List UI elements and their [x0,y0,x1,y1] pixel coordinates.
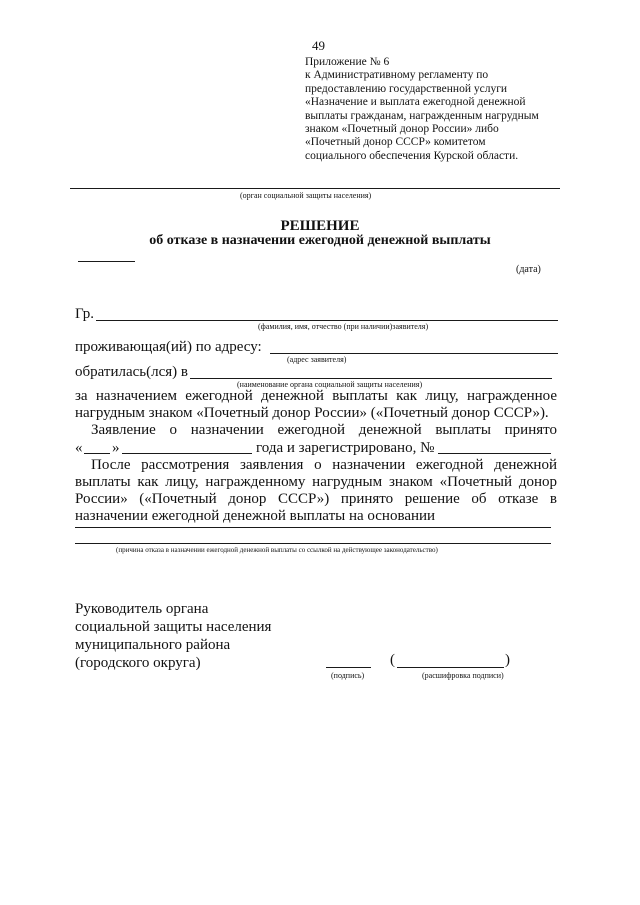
document-subtitle: об отказе в назначении ежегодной денежной выплаты [149,233,491,248]
appendix-line: к Административному регламенту по [305,69,489,82]
paren-open: ( [390,652,395,668]
signer-line: социальной защиты населения [75,619,272,635]
reason-caption: (причина отказа в назначении ежегодной денежной выплаты со ссылкой на действующее законодательство) [116,546,438,554]
address-label: проживающая(ий) по адресу: [75,339,262,355]
applied-fill-line [190,378,552,379]
appendix-line: социального обеспечения Курской области. [305,149,519,162]
body-line: за назначением ежегодной денежной выплаты как лицу, награжденное [75,388,557,404]
reason-fill-line [75,543,551,544]
reason-fill-line [75,527,551,528]
decipher-caption: (расшифровка подписи) [422,671,504,680]
applied-label: обратилась(лся) в [75,364,188,380]
fio-caption: (фамилия, имя, отчество (при наличии)заявителя) [258,322,429,331]
signature-fill-line [326,667,371,668]
signature-caption: (подпись) [331,671,365,680]
statement-line: Заявление о назначении ежегодной денежной выплаты принято [91,422,557,438]
day-fill-line [84,453,110,454]
appendix-line: знаком «Почетный донор России» либо [305,123,499,135]
address-caption: (адрес заявителя) [287,355,347,364]
date-caption: (дата) [516,264,541,275]
organ-fill-line [70,188,560,189]
appendix-line: «Почетный донор СССР» комитетом [305,136,486,149]
decision-line: России» («Почетный донор СССР») принято решение об отказе в [75,491,557,507]
signer-line: муниципального района [75,637,231,653]
registration-number-line [438,453,551,454]
address-fill-line [270,353,558,354]
body-line: нагрудным знаком «Почетный донор России» («Почетный донор СССР»). [75,405,549,421]
month-fill-line [122,453,252,454]
decision-line: После рассмотрения заявления о назначении ежегодной денежной [91,457,557,473]
decision-line: выплаты как лицу, награжденному нагрудным знаком «Почетный донор [75,474,557,490]
appendix-line: выплаты гражданам, награжденным нагрудным [305,109,539,122]
date-fill-line [78,261,135,262]
appendix-line: Приложение № 6 [305,56,390,68]
page-number: 49 [312,38,325,53]
appendix-line: предоставлению государственной услуги [305,82,508,95]
applied-caption: (наименование органа социальной защиты населения) [237,380,423,389]
fio-fill-line [96,320,558,321]
decision-line: назначении ежегодной денежной выплаты на основании [75,508,436,524]
date-open-quote: « [75,440,83,456]
paren-close: ) [505,652,510,668]
organ-caption: (орган социальной защиты населения) [240,191,372,200]
date-close-quote: » [112,440,120,456]
signer-line: Руководитель органа [75,601,209,617]
registered-text: года и зарегистрировано, № [256,440,435,456]
document-title: РЕШЕНИЕ [280,218,360,234]
appendix-line: «Назначение и выплата ежегодной денежной [305,96,526,109]
signer-line: (городского округа) [75,655,201,671]
decipher-fill-line [397,667,504,668]
citizen-label: Гр. [75,306,94,322]
